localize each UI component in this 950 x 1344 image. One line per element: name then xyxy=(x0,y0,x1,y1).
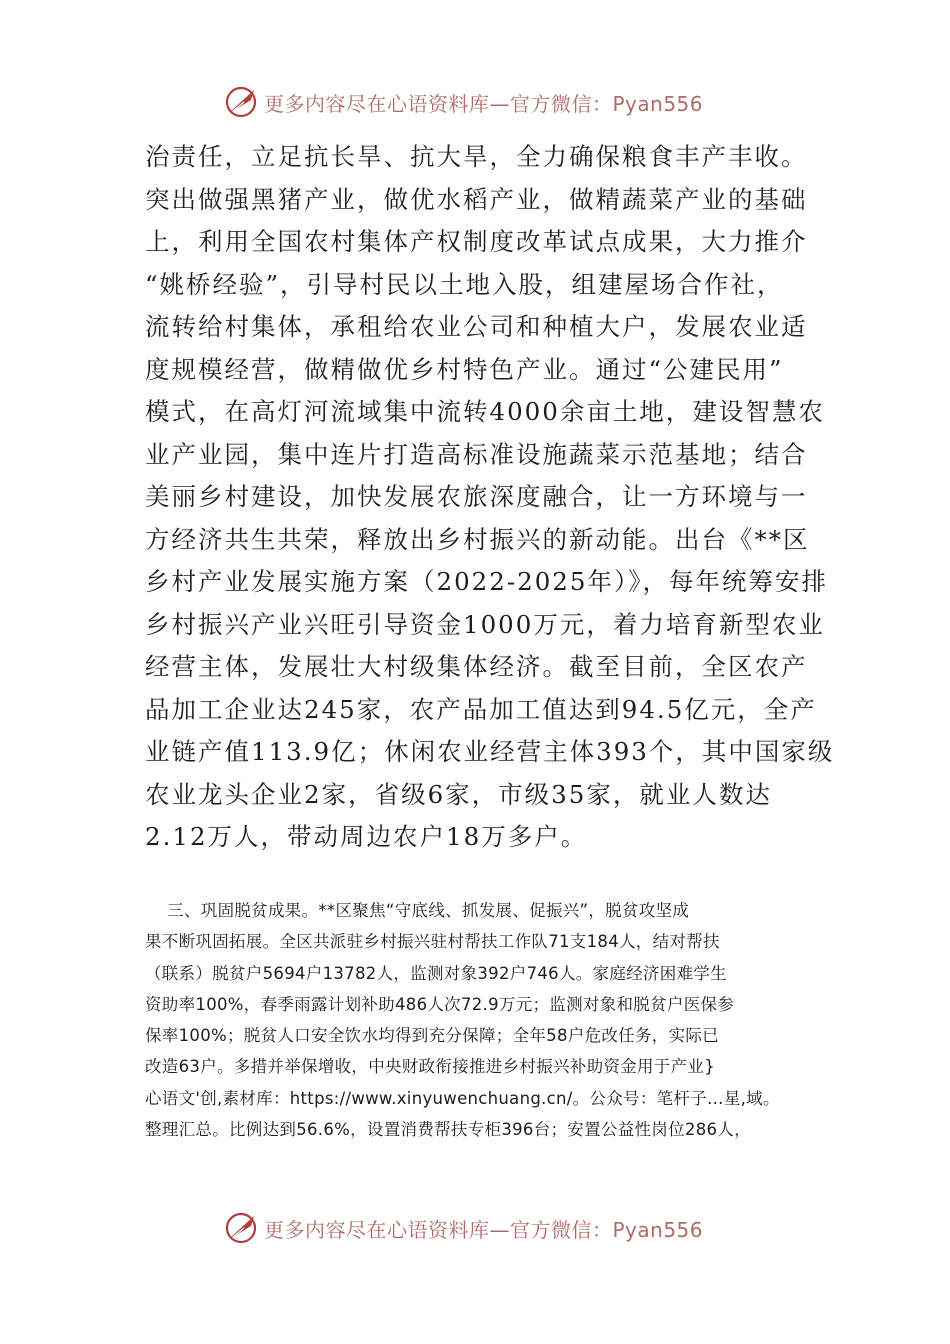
text-line: 业链产值113.9亿；休闲农业经营主体393个，其中国家级 xyxy=(145,737,835,766)
text-line: 果不断巩固拓展。全区共派驻乡村振兴驻村帮扶工作队71支184人，结对帮扶 xyxy=(145,932,720,952)
text-line: 乡村振兴产业兴旺引导资金1000万元，着力培育新型农业 xyxy=(145,609,825,639)
text-line: 改造63户。多措并举保增收，中央财政衔接推进乡村振兴补助资金用于产业} xyxy=(145,1057,715,1077)
text-line: 方经济共生共荣，释放出乡村振兴的新动能。出台《**区 xyxy=(145,524,810,554)
text-line: 2.12万人，带动周边农户18万多户。 xyxy=(145,822,588,851)
banner-text: 更多内容尽在心语资料库—官方微信：Pyan556 xyxy=(264,92,704,116)
text-line: 模式，在高灯河流域集中流转4000余亩土地，建设智慧农 xyxy=(145,397,825,426)
header-banner xyxy=(0,80,950,124)
text-line: 突出做强黑猪产业，做优水稻产业，做精蔬菜产业的基础 xyxy=(145,184,808,214)
text-line: （联系）脱贫户5694户13782人，监测对象392户746人。家庭经济困难学生 xyxy=(145,963,727,983)
quill-logo-icon xyxy=(224,1210,262,1246)
text-line: 整理汇总。比例达到56.6%，设置消费帮扶专柜396台；安置公益性岗位286人， xyxy=(145,1120,751,1140)
banner-text: 更多内容尽在心语资料库—官方微信：Pyan556 xyxy=(264,1218,704,1242)
footer-banner xyxy=(0,1206,950,1250)
text-line: 业产业园，集中连片打造高标准设施蔬菜示范基地；结合 xyxy=(145,439,808,469)
text-line: 美丽乡村建设，加快发展农旅深度融合，让一方环境与一 xyxy=(145,482,808,511)
text-line: 三、巩固脱贫成果。**区聚焦“守底线、抓发展、促振兴”，脱贫攻坚成 xyxy=(145,901,690,920)
text-line: 度规模经营，做精做优乡村特色产业。通过“公建民用” xyxy=(145,354,784,384)
text-line: 品加工企业达245家，农产品加工值达到94.5亿元，全产 xyxy=(145,694,817,724)
text-line: “姚桥经验”，引导村民以土地入股，组建屋场合作社， xyxy=(145,269,784,299)
text-line: 上，利用全国农村集体产权制度改革试点成果，大力推介 xyxy=(145,227,808,256)
text-line: 心语文'创,素材库：https://www.xinyuwenchuang.cn/。公众号：笔杆子…星,域。 xyxy=(145,1088,780,1108)
body-text-large xyxy=(145,136,835,859)
text-line: 保率100%；脱贫人口安全饮水均得到充分保障；全年58户危改任务，实际已 xyxy=(145,1026,719,1046)
body-text-small xyxy=(145,895,810,1145)
text-line: 农业龙头企业2家，省级6家，市级35家，就业人数达 xyxy=(145,779,772,809)
text-line: 乡村产业发展实施方案（2022-2025年）》，每年统筹安排 xyxy=(145,567,828,596)
text-line: 资助率100%，春季雨露计划补助486人次72.9万元；监测对象和脱贫户医保参 xyxy=(145,994,735,1014)
text-line: 流转给村集体，承租给农业公司和种植大户，发展农业适 xyxy=(145,312,808,341)
text-line: 治责任，立足抗长旱、抗大旱，全力确保粮食丰产丰收。 xyxy=(145,142,808,171)
quill-logo-icon xyxy=(224,84,262,120)
text-line: 经营主体，发展壮大村级集体经济。截至目前，全区农产 xyxy=(145,652,808,681)
